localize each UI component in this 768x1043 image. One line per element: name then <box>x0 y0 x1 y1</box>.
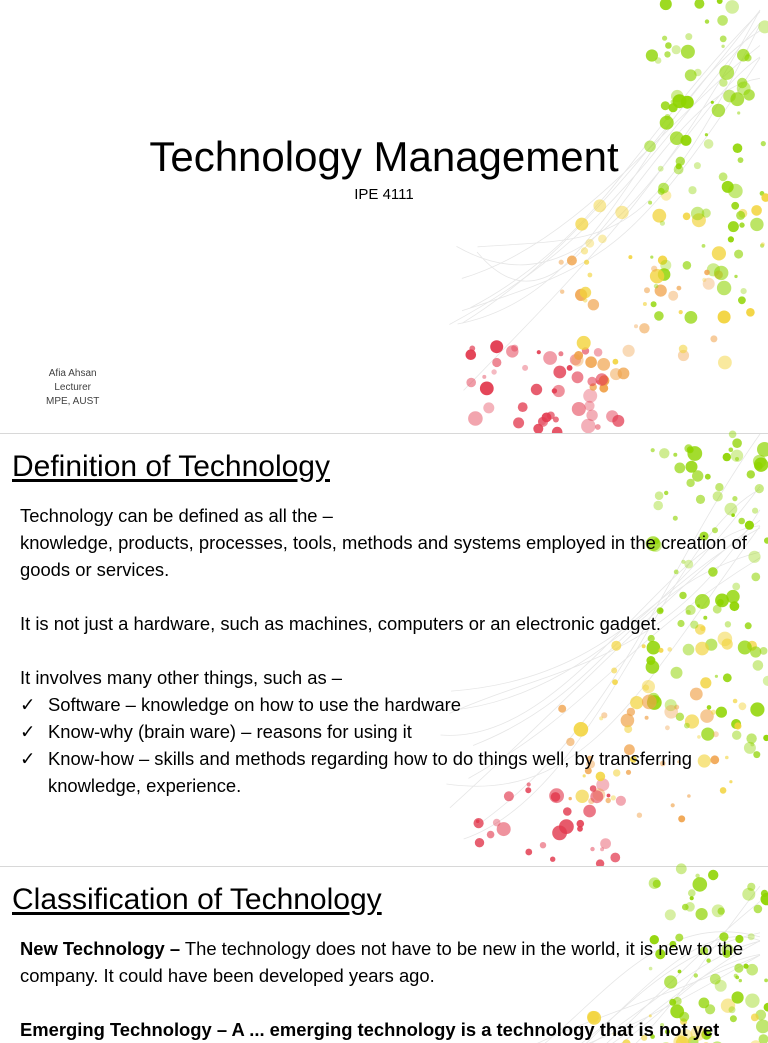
author-block <box>46 367 99 409</box>
list-item <box>20 718 750 745</box>
paragraph: knowledge, products, processes, tools, methods and systems employed in the creation of goods or services. <box>20 529 750 583</box>
author-name: Afia Ahsan <box>46 367 99 381</box>
classification-slide <box>0 867 768 1024</box>
list-item <box>20 691 750 718</box>
decorative-dots-graphic <box>0 0 768 433</box>
check-icon: ✓ <box>20 745 48 799</box>
slide-title: Classification of Technology <box>12 881 382 919</box>
list-item-text: Know-why (brain ware) – reasons for using it <box>48 718 412 745</box>
paragraph-cut-off: Emerging Technology – A ... emerging technology is a technology that is not yet <box>20 1016 750 1043</box>
list-item-text: Software – knowledge on how to use the hardware <box>48 691 461 718</box>
course-code: IPE 4111 <box>0 185 768 205</box>
list-item <box>20 745 750 799</box>
slide-body <box>20 935 750 1043</box>
paragraph: Technology can be defined as all the – <box>20 502 750 529</box>
presentation-title: Technology Management <box>0 128 768 186</box>
title-slide <box>0 0 768 433</box>
paragraph: It is not just a hardware, such as machines, computers or an electronic gadget. <box>20 610 750 637</box>
author-affiliation: MPE, AUST <box>46 395 99 409</box>
paragraph: It involves many other things, such as – <box>20 664 750 691</box>
author-position: Lecturer <box>46 381 99 395</box>
paragraph <box>20 935 750 989</box>
check-icon: ✓ <box>20 718 48 745</box>
definition-slide <box>0 434 768 866</box>
slide-title: Definition of Technology <box>12 448 330 486</box>
definition-text: The technology does not have to be new in the world, it is new to the company. It could have been developed years ago. <box>20 938 743 986</box>
term: New Technology – <box>20 938 180 959</box>
list-item-text: Know-how – skills and methods regarding how to do things well, by transferring knowledge, experience. <box>48 745 750 799</box>
check-icon: ✓ <box>20 691 48 718</box>
slide-body <box>20 502 750 799</box>
